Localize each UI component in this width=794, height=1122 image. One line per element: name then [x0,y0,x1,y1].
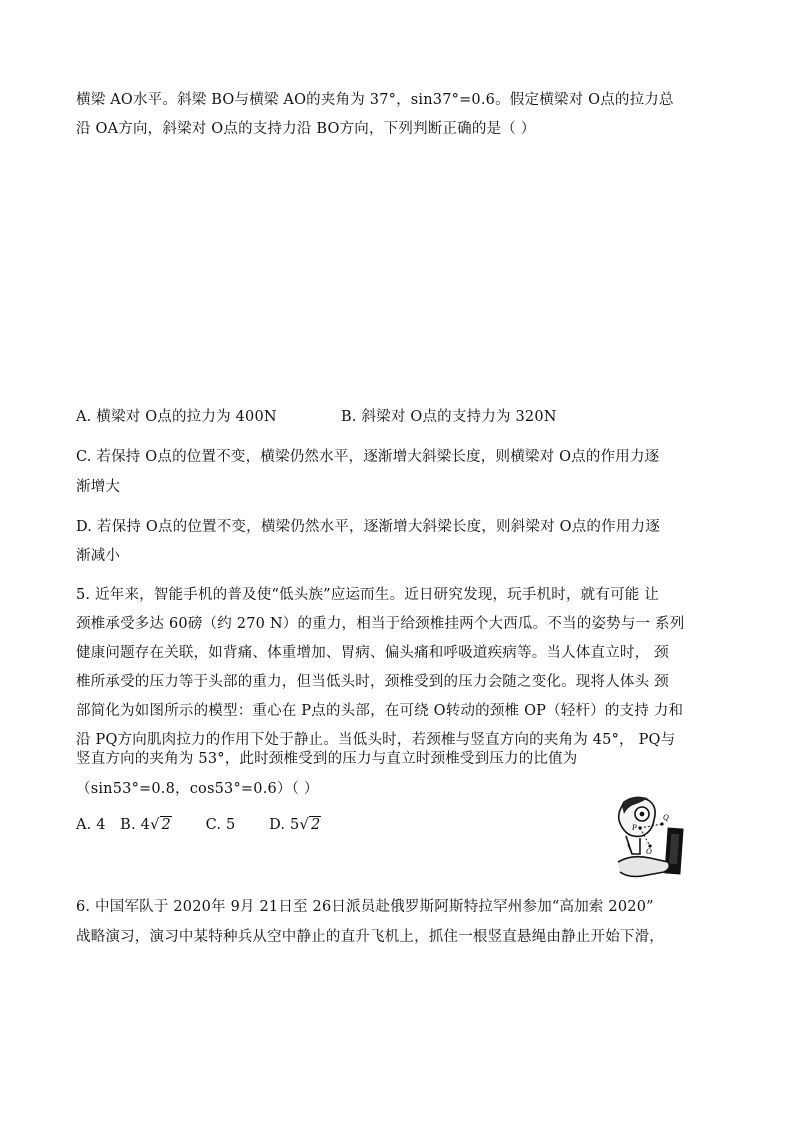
q5-options-row [76,817,321,833]
figure-label-o: O [646,847,652,856]
q6-stem-line-1: 6. 中国军队于 2020年 9月 21日至 26日派员赴俄罗斯阿斯特拉罕州参加“高加索 2020” [76,899,654,915]
q5-stem-line-6: 沿 PQ方向肌肉拉力的作用下处于静止。当低头时，若颈椎与竖直方向的夹角为 45°， PQ与 [76,732,676,748]
q5-option-d: D. 5√ 2 [269,817,321,833]
q4-option-d-line-1: D. 若保持 O点的位置不变，横梁仍然水平，逐渐增大斜梁长度，则斜梁对 O点的作用力逐 [76,519,660,535]
q5-stem-line-7: 竖直方向的夹角为 53°，此时颈椎受到的压力与直立时颈椎受到压力的比值为 [76,751,578,767]
figure-label-p: P [632,823,637,832]
q4-option-a: A. 横梁对 O点的拉力为 400N [76,409,277,425]
q6-stem-line-2: 战略演习，演习中某特种兵从空中静止的直升飞机上，抓住一根竖直悬绳由静止开始下滑， [76,929,664,945]
q4-option-c-line-1: C. 若保持 O点的位置不变，横梁仍然水平，逐渐增大斜梁长度，则横梁对 O点的作用力逐 [76,449,660,465]
sqrt-radicand: 2 [310,817,321,833]
q5-stem-line-5: 部简化为如图所示的模型：重心在 P点的头部，在可绕 O转动的颈椎 OP（轻杆）的支持 力和 [76,703,684,719]
head-neck-illustration [602,792,694,884]
head-neck-figure [602,792,694,884]
q4-option-d-line-2: 渐减小 [76,548,121,564]
q4-option-b: B. 斜梁对 O点的支持力为 320N [341,409,557,425]
q4-option-c-line-2: 渐增大 [76,479,121,495]
q5-stem-line-8: （sin53°=0.8，cos53°=0.6）（ ） [76,781,319,797]
q5-stem-line-1: 5. 近年来，智能手机的普及使“低头族”应运而生。近日研究发现，玩手机时，就有可能 让 [76,587,659,603]
q5-option-a: A. 4 [76,817,106,833]
sqrt-radicand: 2 [161,817,171,833]
q5-option-b: B. 4√ 2 [120,817,171,833]
figure-label-q: Q [663,813,669,822]
q4-stem-line-2: 沿 OA方向，斜梁对 O点的支持力沿 BO方向，下列判断正确的是（ ） [76,121,536,137]
q5-option-c: C. 5 [205,817,236,833]
q5-stem-line-2: 颈椎承受多达 60磅（约 270 N）的重力，相当于给颈椎挂两个大西瓜。不当的姿势与一 系列 [76,616,685,632]
q5-stem-line-3: 健康问题存在关联，如背痛、体重增加、胃病、偏头痛和呼吸道疾病等。当人体直立时， 颈 [76,645,669,661]
q5-stem-line-4: 椎所承受的压力等于头部的重力，但当低头时，颈椎受到的压力会随之变化。现将人体头 颈 [76,674,669,690]
q4-stem-line-1: 横梁 AO水平。斜梁 BO与横梁 AO的夹角为 37°，sin37°=0.6。假定横梁对 O点的拉力总 [76,92,674,108]
